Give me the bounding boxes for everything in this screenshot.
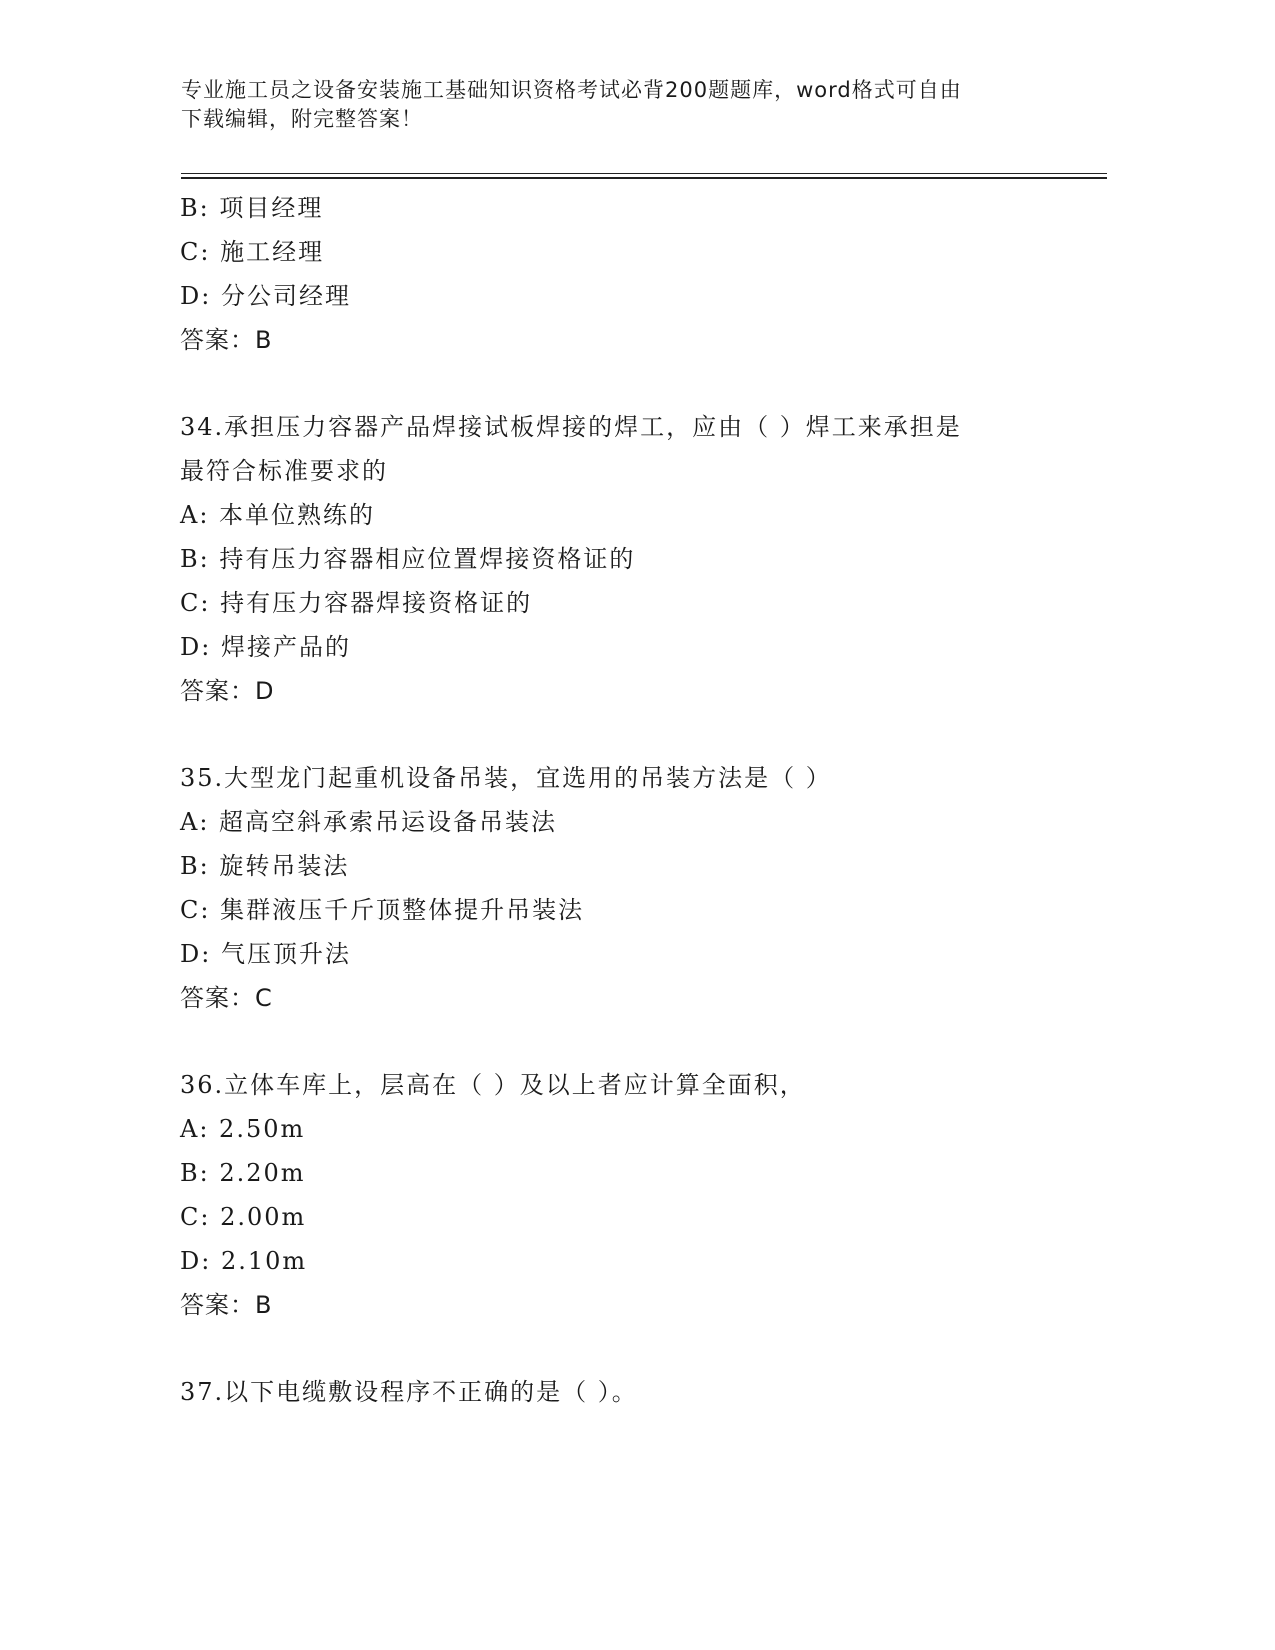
option-a: A: 2.50m	[180, 1115, 306, 1143]
header-line-2: 下载编辑，附完整答案！	[181, 107, 423, 131]
option-c: C: 集群液压千斤顶整体提升吊装法	[180, 896, 585, 924]
question-list	[180, 186, 1080, 1414]
question-block-37	[180, 1370, 1080, 1414]
header-line-1: 专业施工员之设备安装施工基础知识资格考试必背200题题库，word格式可自由	[181, 78, 962, 102]
option-c: C: 施工经理	[180, 238, 325, 266]
question-text: 37.以下电缆敷设程序不正确的是（ ）。	[180, 1378, 638, 1406]
header-divider-thick	[181, 177, 1107, 179]
question-text: 35.大型龙门起重机设备吊装，宜选用的吊装方法是（ ）	[180, 764, 832, 792]
option-d: D: 气压顶升法	[180, 940, 351, 968]
option-b: B: 持有压力容器相应位置焊接资格证的	[180, 545, 636, 573]
option-b: B: 项目经理	[180, 194, 324, 222]
option-d: D: 焊接产品的	[180, 633, 351, 661]
option-d: D: 2.10m	[180, 1247, 308, 1275]
question-block-36	[180, 1063, 1080, 1327]
option-b: B: 旋转吊装法	[180, 852, 350, 880]
question-text-line-2: 最符合标准要求的	[180, 457, 388, 485]
option-c: C: 2.00m	[180, 1203, 307, 1231]
option-d: D: 分公司经理	[180, 282, 351, 310]
document-header	[181, 76, 1061, 134]
option-c: C: 持有压力容器焊接资格证的	[180, 589, 533, 617]
header-divider-thin	[181, 173, 1107, 174]
option-a: A: 本单位熟练的	[180, 501, 376, 529]
question-text-line-1: 34.承担压力容器产品焊接试板焊接的焊工，应由（ ）焊工来承担是	[180, 413, 962, 441]
question-block-35	[180, 756, 1080, 1020]
question-block-34	[180, 405, 1080, 713]
question-text: 36.立体车库上，层高在（ ）及以上者应计算全面积，	[180, 1071, 806, 1099]
question-block-33	[180, 186, 1080, 362]
answer-line: 答案：C	[180, 984, 273, 1012]
answer-line: 答案：B	[180, 326, 273, 354]
answer-line: 答案：D	[180, 677, 275, 705]
option-b: B: 2.20m	[180, 1159, 306, 1187]
answer-line: 答案：B	[180, 1291, 273, 1319]
option-a: A: 超高空斜承索吊运设备吊装法	[180, 808, 558, 836]
